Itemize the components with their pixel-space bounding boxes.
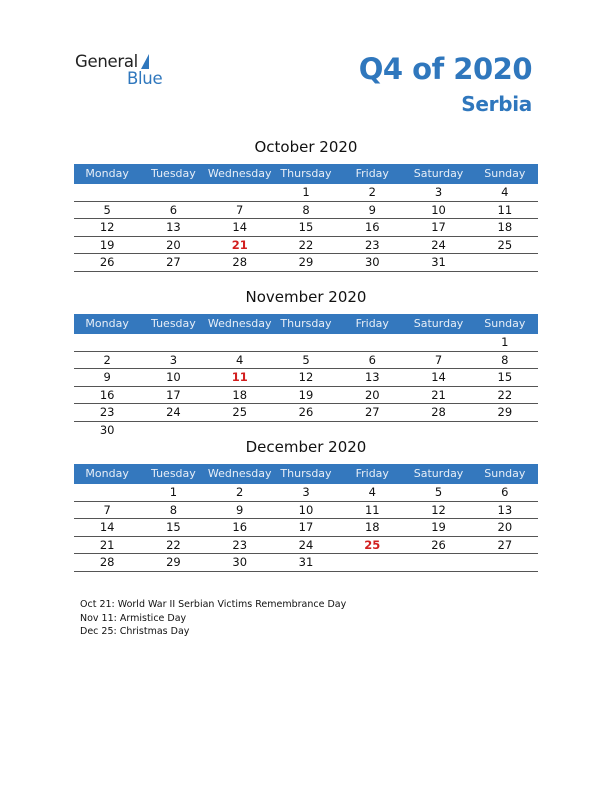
- day-cell: 7: [103, 502, 111, 517]
- day-cell: 29: [166, 555, 181, 569]
- day-cell: [207, 334, 273, 351]
- day-cell: 15: [166, 520, 181, 534]
- weekday-label: Wednesday: [207, 317, 272, 330]
- day-cell: 14: [431, 370, 446, 384]
- weekday-label: Saturday: [413, 467, 464, 480]
- week-row: [74, 502, 538, 520]
- day-cell: 19: [298, 387, 314, 402]
- day-cell: 21: [99, 537, 115, 552]
- day-cell: 27: [364, 405, 380, 419]
- day-cell: [405, 422, 471, 439]
- day-cell: 27: [166, 255, 181, 269]
- weekday-header: [74, 164, 538, 184]
- day-cell: 30: [99, 422, 115, 437]
- day-cell: 20: [364, 387, 380, 402]
- day-cell: 6: [501, 485, 509, 499]
- day-cell: 25: [232, 405, 248, 419]
- week-row: [74, 184, 538, 202]
- day-cell: 11: [231, 370, 248, 384]
- day-cell: 3: [434, 185, 443, 199]
- week-row: [74, 422, 538, 439]
- day-cell: 6: [368, 352, 376, 367]
- day-cell: 16: [99, 387, 115, 402]
- week-row: [74, 352, 538, 370]
- day-cell: 5: [103, 202, 111, 217]
- day-cell: 16: [364, 220, 380, 234]
- month-title: October 2020: [254, 138, 358, 156]
- week-row: [74, 237, 538, 255]
- day-cell: [207, 184, 273, 201]
- weekday-label: Tuesday: [151, 467, 196, 480]
- day-cell: 9: [236, 502, 244, 517]
- weekday-label: Wednesday: [207, 467, 272, 480]
- day-cell: 8: [169, 502, 178, 517]
- week-row: [74, 254, 538, 272]
- week-row: [74, 387, 538, 405]
- day-cell: 11: [364, 502, 380, 517]
- day-cell: [339, 422, 405, 439]
- day-cell: [273, 422, 339, 439]
- day-cell: 18: [232, 387, 248, 402]
- day-cell: 20: [497, 520, 513, 534]
- day-cell: 26: [298, 405, 314, 419]
- day-cell: 22: [497, 387, 513, 402]
- day-cell: 12: [298, 370, 314, 384]
- weekday-label: Sunday: [484, 167, 526, 180]
- day-cell: 2: [236, 485, 244, 499]
- week-row: [74, 334, 538, 352]
- day-cell: 28: [232, 255, 248, 269]
- day-cell: 16: [232, 520, 248, 534]
- week-row: [74, 484, 538, 502]
- day-cell: [405, 334, 471, 351]
- logo-triangle-icon: [141, 54, 149, 69]
- day-cell: 23: [99, 405, 115, 419]
- day-cell: 21: [431, 387, 446, 402]
- day-cell: 17: [431, 220, 446, 234]
- day-cell: 17: [298, 520, 314, 534]
- holiday-note: Nov 11: Armistice Day: [80, 612, 187, 624]
- day-cell: 17: [166, 387, 181, 402]
- day-cell: [74, 334, 140, 351]
- day-cell: 18: [364, 520, 380, 534]
- day-cell: 3: [302, 485, 310, 499]
- logo-blue-text: Blue: [127, 69, 163, 88]
- weekday-label: Wednesday: [207, 167, 272, 180]
- day-cell: 31: [431, 255, 446, 269]
- day-cell: [472, 422, 538, 439]
- day-cell: 8: [501, 352, 509, 367]
- day-cell: 24: [431, 237, 446, 252]
- weekday-label: Tuesday: [151, 317, 196, 330]
- weekday-label: Monday: [85, 467, 129, 480]
- month-calendar: [74, 287, 538, 438]
- week-row: [74, 369, 538, 387]
- day-cell: 14: [99, 520, 115, 534]
- week-row: [74, 519, 538, 537]
- day-cell: 29: [298, 255, 314, 269]
- weekday-label: Monday: [85, 167, 129, 180]
- weekday-label: Friday: [355, 167, 389, 180]
- weekday-label: Thursday: [280, 167, 332, 180]
- day-cell: 19: [99, 237, 115, 252]
- month-title: December 2020: [245, 438, 367, 456]
- day-cell: [207, 422, 273, 439]
- day-cell: 10: [166, 370, 181, 384]
- day-cell: 11: [497, 202, 513, 217]
- weekday-label: Friday: [355, 317, 389, 330]
- week-row: [74, 404, 538, 422]
- day-cell: 9: [103, 370, 111, 384]
- logo: [75, 52, 175, 88]
- day-cell: 26: [99, 255, 115, 269]
- day-cell: 5: [302, 352, 310, 367]
- day-cell: 18: [497, 220, 513, 234]
- logo-general-text: General: [75, 52, 138, 71]
- day-cell: 22: [298, 237, 314, 252]
- day-cell: 13: [166, 220, 181, 234]
- day-cell: 30: [232, 555, 248, 569]
- weekday-label: Sunday: [484, 467, 526, 480]
- weekday-label: Sunday: [484, 317, 526, 330]
- month-title: November 2020: [245, 288, 367, 306]
- day-cell: 2: [103, 352, 111, 367]
- day-cell: 25: [497, 237, 513, 252]
- day-cell: [339, 334, 405, 351]
- day-cell: 1: [169, 485, 178, 499]
- month-calendar: [74, 437, 538, 572]
- day-cell: 2: [368, 185, 376, 199]
- day-cell: 6: [169, 202, 178, 217]
- day-cell: 13: [497, 502, 513, 517]
- day-cell: 3: [169, 352, 178, 367]
- day-cell: 14: [232, 220, 248, 234]
- weekday-label: Saturday: [413, 317, 464, 330]
- day-cell: [472, 254, 538, 271]
- week-row: [74, 554, 538, 572]
- page-title: Q4 of 2020: [358, 52, 532, 86]
- day-cell: 10: [431, 202, 446, 217]
- weekday-header: [74, 464, 538, 484]
- holiday-notes: [80, 598, 346, 639]
- day-cell: 24: [166, 405, 181, 419]
- day-cell: 29: [497, 405, 513, 419]
- day-cell: [405, 554, 471, 571]
- day-cell: 4: [501, 185, 509, 199]
- day-cell: [273, 334, 339, 351]
- week-row: [74, 202, 538, 220]
- day-cell: 15: [497, 370, 513, 384]
- day-cell: 21: [231, 237, 248, 252]
- day-cell: 13: [364, 370, 380, 384]
- day-cell: 4: [236, 352, 244, 367]
- day-cell: 12: [431, 502, 446, 517]
- month-calendar: [74, 137, 538, 272]
- weekday-label: Saturday: [413, 167, 464, 180]
- day-cell: 23: [232, 537, 248, 552]
- day-cell: 15: [298, 220, 314, 234]
- day-cell: [140, 422, 206, 439]
- day-cell: [140, 184, 206, 201]
- weekday-label: Monday: [85, 317, 129, 330]
- day-cell: 5: [434, 485, 443, 499]
- day-cell: 22: [166, 537, 181, 552]
- weekday-label: Thursday: [280, 317, 332, 330]
- day-cell: 24: [298, 537, 314, 552]
- day-cell: [74, 184, 140, 201]
- day-cell: 19: [431, 520, 446, 534]
- holiday-note: Oct 21: World War II Serbian Victims Remembrance Day: [80, 599, 347, 610]
- day-cell: 26: [431, 537, 446, 552]
- week-row: [74, 219, 538, 237]
- weekday-header: [74, 314, 538, 334]
- day-cell: 9: [368, 202, 376, 217]
- day-cell: 8: [302, 202, 310, 217]
- weekday-label: Tuesday: [151, 167, 196, 180]
- day-cell: [472, 554, 538, 571]
- day-cell: 30: [364, 255, 380, 269]
- day-cell: [74, 484, 140, 501]
- day-cell: 31: [298, 555, 314, 569]
- weekday-label: Friday: [355, 467, 389, 480]
- day-cell: 27: [497, 537, 513, 552]
- day-cell: [339, 554, 405, 571]
- day-cell: 28: [99, 555, 115, 569]
- day-cell: 1: [302, 185, 310, 199]
- day-cell: 10: [298, 502, 314, 517]
- day-cell: 7: [434, 352, 443, 367]
- holiday-note: Dec 25: Christmas Day: [80, 626, 190, 637]
- country-name: Serbia: [461, 92, 532, 116]
- weekday-label: Thursday: [280, 467, 332, 480]
- day-cell: 1: [501, 335, 509, 349]
- day-cell: 28: [431, 405, 446, 419]
- day-cell: 4: [368, 485, 376, 499]
- day-cell: 20: [166, 237, 181, 252]
- day-cell: [140, 334, 206, 351]
- day-cell: 7: [236, 202, 244, 217]
- day-cell: 12: [99, 220, 115, 234]
- week-row: [74, 537, 538, 555]
- day-cell: 23: [364, 237, 380, 252]
- day-cell: 25: [364, 537, 381, 552]
